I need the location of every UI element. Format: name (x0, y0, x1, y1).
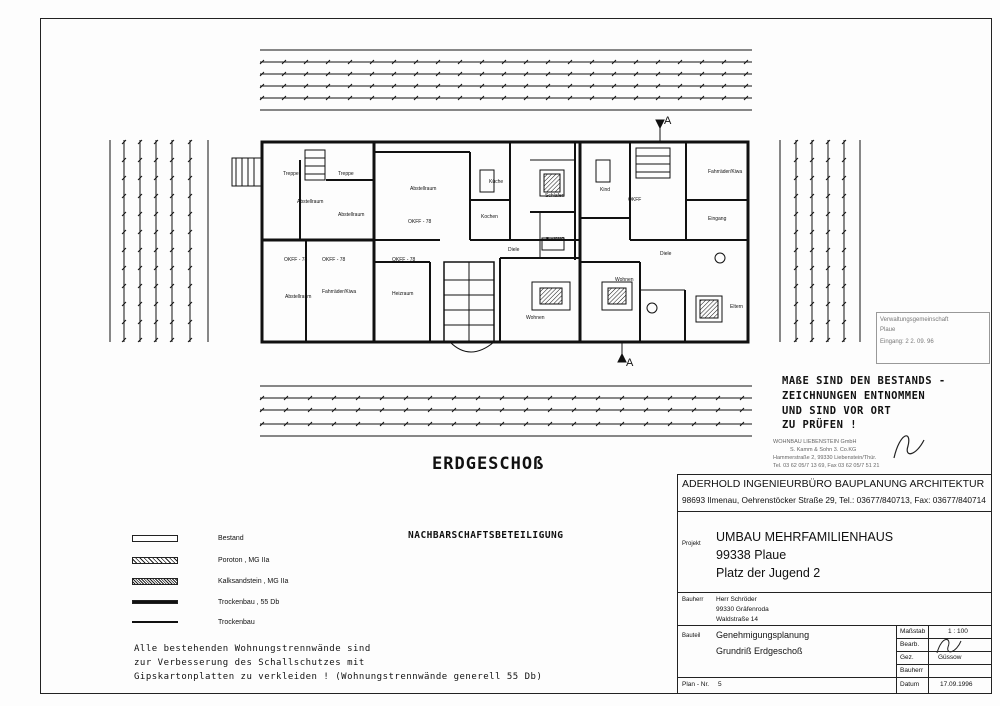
datum-label: Datum (900, 681, 920, 688)
room-label: OKFF (628, 197, 642, 203)
room-label: Küche (489, 179, 504, 185)
room-label: Kind (600, 187, 611, 193)
bauherr2-label: Bauherr (900, 667, 924, 674)
gez-value: Güssow (938, 654, 962, 661)
room-label: OKFF - 78 (408, 219, 432, 225)
massstab-label: Maßstab (900, 628, 926, 635)
bauteil-line-2: Grundriß Erdgeschoß (716, 646, 803, 656)
survey-note-line-4: ZU PRÜFEN ! (782, 419, 858, 431)
legend-label-poroton: Poroton , MG IIa (218, 557, 270, 564)
legend-symbol-kalksandstein (132, 578, 178, 585)
legend-label-trockenbau: Trockenbau (218, 619, 255, 626)
room-label: Abstellraum (297, 199, 324, 205)
room-label: Heizraum (392, 291, 414, 297)
legend-symbol-bestand (132, 535, 178, 542)
plan-label: Plan - Nr. (682, 681, 710, 688)
company-stamp-line-2: S. Kamm & Sohn 3. Co.KG (790, 447, 857, 453)
room-label: Diele (660, 251, 672, 257)
projekt-line-3: Platz der Jugend 2 (716, 566, 821, 580)
bearb-label: Bearb. (900, 641, 920, 648)
wall-note-line-1: Alle bestehenden Wohnungstrennwände sind (134, 644, 371, 654)
gez-label: Gez. (900, 654, 914, 661)
room-label: Fahrräder/Kiwa (708, 169, 743, 175)
bauteil-label: Bauteil (682, 633, 701, 639)
section-mark-bottom: A (626, 357, 634, 369)
room-label: OKFF - 78 (392, 257, 416, 263)
company-stamp-line-1: WOHNBAU LIEBENSTEIN GmbH (773, 439, 857, 445)
wall-note-line-3: Gipskartonplatten zu verkleiden ! (Wohnungstrennwände generell 55 Db) (134, 672, 543, 682)
projekt-label: Projekt (682, 541, 701, 547)
room-label: Abstellraum (410, 186, 437, 192)
room-label: Eingang (708, 216, 727, 222)
legend-label-kalksandstein: Kalksandstein , MG IIa (218, 578, 289, 585)
legend-symbol-trockenbau-55 (132, 600, 178, 604)
section-mark-top: A (664, 115, 672, 127)
projekt-line-1: UMBAU MEHRFAMILIENHAUS (716, 530, 894, 544)
room-label: Eltern (730, 304, 744, 310)
legend-label-bestand: Bestand (218, 535, 244, 542)
room-label: Treppe (338, 171, 354, 177)
legend-symbol-poroton (132, 557, 178, 564)
wall-note-line-2: zur Verbesserung des Schallschutzes mit (134, 658, 365, 668)
plan-value: 5 (718, 681, 722, 688)
survey-note-line-2: ZEICHNUNGEN ENTNOMMEN (782, 390, 926, 402)
projekt-line-2: 99338 Plaue (716, 548, 787, 562)
bauherr-line-2: 99330 Gräfenroda (716, 606, 769, 613)
room-label: Abstellraum (338, 212, 365, 218)
room-label: Fahrräder/Kiwa (322, 289, 357, 295)
authority-stamp-line-1: Verwaltungsgemeinschaft (880, 317, 949, 323)
survey-note-line-3: UND SIND VOR ORT (782, 405, 892, 417)
signature-icon (890, 428, 930, 464)
room-label: Bad/WC (546, 237, 565, 243)
room-label: Diele (508, 247, 520, 253)
datum-value: 17.09.1996 (940, 681, 973, 688)
company-stamp-line-3: Hammerstraße 2, 99330 Liebenstein/Thür. (773, 455, 877, 461)
survey-note-line-1: MAßE SIND DEN BESTANDS - (782, 375, 946, 387)
legend-symbol-trockenbau (132, 621, 178, 623)
massstab-value: 1 : 100 (948, 628, 968, 635)
room-label: Wohnen (526, 315, 545, 321)
room-label: Wohnen (615, 277, 634, 283)
room-label: Schlafen (545, 193, 565, 199)
bauherr-line-3: Waldstraße 14 (716, 616, 759, 623)
company-stamp-line-4: Tel. 03 62 05/7 13 69, Fax 03 62 05/7 51 21 (773, 463, 880, 469)
authority-stamp-line-3: Eingang: 2 2. 09. 96 (880, 339, 934, 345)
bauherr-line-1: Herr Schröder (716, 596, 757, 603)
bauherr-label: Bauherr (682, 597, 704, 603)
office-address: 98693 Ilmenau, Oehrenstöcker Straße 29, Tel.: 03677/840713, Fax: 03677/840714 (682, 495, 986, 505)
office-name: ADERHOLD INGENIEURBÜRO BAUPLANUNG ARCHITEKTUR (682, 478, 985, 490)
room-label: Treppe (283, 171, 299, 177)
title-block (677, 474, 992, 694)
neighbour-heading: NACHBARSCHAFTSBETEILIGUNG (408, 530, 564, 541)
authority-stamp-line-2: Plaue (880, 327, 896, 333)
legend-label-trockenbau-55: Trockenbau , 55 Db (218, 599, 280, 606)
room-label: OKFF - 78 (322, 257, 346, 263)
bauteil-line-1: Genehmigungsplanung (716, 630, 810, 640)
room-label: Kochen (481, 214, 498, 220)
bearb-signature-icon (934, 633, 964, 659)
room-label: Abstellraum (285, 294, 312, 300)
room-label: OKFF - 78 (284, 257, 308, 263)
authority-stamp (876, 312, 990, 364)
plan-title: ERDGESCHOß (432, 454, 545, 474)
